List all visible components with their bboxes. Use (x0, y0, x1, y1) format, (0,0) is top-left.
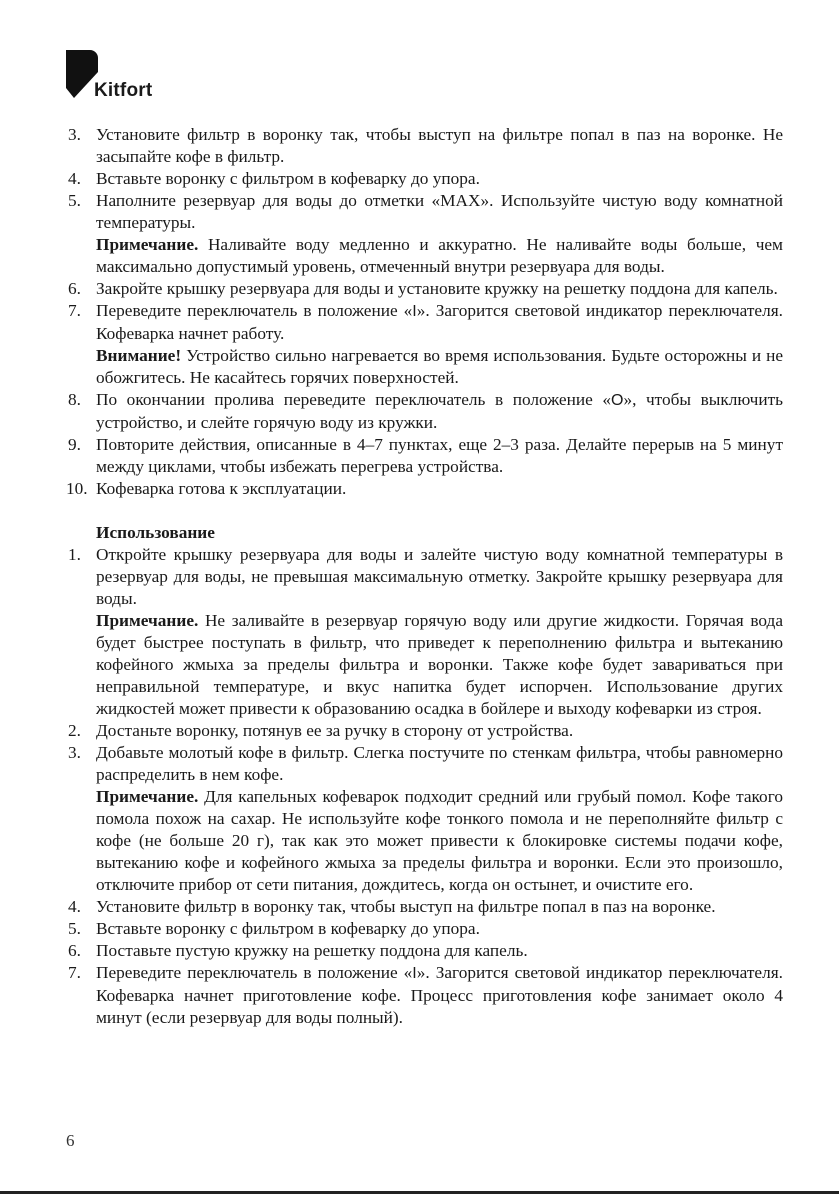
list-item (68, 278, 783, 300)
item-text: Установите фильтр в воронку так, чтобы выступ на фильтре попал в паз на воронке. (96, 897, 716, 916)
note-text: Не заливайте в резервуар горячую воду или другие жидкости. Горячая вода будет быстрее поступать в фильтр, что приведет к переполнению фильтра и вытеканию кофейного жмыха за пределы фильтра и воронки. Также кофе будет завариваться при неправильной температуре, и вкус напитка будет испорчен. Использование других жидкостей может привести к образованию осадка в бойлере и выходу кофеварки из строя. (96, 611, 783, 718)
item-text: Наполните резервуар для воды до отметки «MAX». Используйте чистую воду комнатной температуры. (96, 191, 783, 232)
note-label: Примечание. (96, 235, 199, 254)
item-text-start: По окончании пролива переведите переключатель в положение « (96, 390, 611, 409)
list-item (68, 720, 783, 742)
switch-symbol: I (412, 303, 417, 320)
item-text: Кофеварка готова к эксплуатации. (96, 479, 347, 498)
list-item (68, 478, 783, 500)
list-item (68, 742, 783, 786)
list-item (68, 962, 783, 1029)
list-item (68, 896, 783, 918)
item-number: 7. (68, 301, 81, 320)
brand-logo (66, 50, 186, 106)
item-number: 8. (68, 390, 81, 409)
item-text-start: Переведите переключатель в положение « (96, 963, 413, 982)
item-text: Повторите действия, описанные в 4–7 пунктах, еще 2–3 раза. Делайте перерыв на 5 минут между циклами, чтобы избежать перегрева устройства. (96, 435, 783, 476)
item-text-start: Переведите переключатель в положение « (96, 301, 413, 320)
item-number: 9. (68, 435, 81, 454)
note (68, 786, 783, 896)
item-number: 4. (68, 169, 81, 188)
item-number: 4. (68, 897, 81, 916)
list-item (68, 434, 783, 478)
item-text-end: », чтобы выключить устройство, и слейте горячую воду из кружки. (96, 390, 783, 432)
section-heading: Использование (96, 523, 215, 542)
item-text: Вставьте воронку с фильтром в кофеварку до упора. (96, 919, 480, 938)
instructions-content (68, 124, 783, 1029)
item-number: 7. (68, 963, 81, 982)
page-number: 6 (66, 1131, 75, 1150)
list-item (68, 389, 783, 434)
warning-label: Внимание! (96, 346, 182, 365)
item-number: 6. (68, 279, 81, 298)
note-label: Примечание. (96, 787, 199, 806)
list-item (68, 918, 783, 940)
list-item (68, 124, 783, 168)
list-item (68, 300, 783, 345)
item-number: 2. (68, 721, 81, 740)
item-text: Поставьте пустую кружку на решетку поддона для капель. (96, 941, 528, 960)
list-item (68, 940, 783, 962)
note-text: Наливайте воду медленно и аккуратно. Не наливайте воды больше, чем максимально допустимый уровень, отмеченный внутри резервуара для воды. (96, 235, 783, 276)
warning (68, 345, 783, 389)
item-number: 1. (68, 545, 81, 564)
bottom-divider (0, 1191, 839, 1194)
switch-symbol: I (412, 965, 417, 982)
item-number: 5. (68, 191, 81, 210)
item-text: Закройте крышку резервуара для воды и установите кружку на решетку поддона для капель. (96, 279, 778, 298)
note-label: Примечание. (96, 611, 199, 630)
brand-name: Kitfort (94, 80, 153, 101)
note (68, 234, 783, 278)
item-number: 6. (68, 941, 81, 960)
item-text: Добавьте молотый кофе в фильтр. Слегка постучите по стенкам фильтра, чтобы равномерно распределить в нем кофе. (96, 743, 783, 784)
item-text-end: ». Загорится световой индикатор переключателя. Кофеварка начнет приготовление кофе. Процесс приготовления кофе занимает около 4 минут (если резервуар для воды полный). (96, 963, 783, 1027)
item-text: Откройте крышку резервуара для воды и залейте чистую воду комнатной температуры в резервуар для воды, не превышая максимальную отметку. Закройте крышку резервуара для воды. (96, 545, 783, 608)
item-number: 3. (68, 743, 81, 762)
item-text: Вставьте воронку с фильтром в кофеварку до упора. (96, 169, 480, 188)
warning-text: Устройство сильно нагревается во время использования. Будьте осторожны и не обожгитесь. Не касайтесь горячих поверхностей. (96, 346, 783, 387)
switch-symbol: O (610, 392, 624, 409)
item-number: 3. (68, 125, 81, 144)
item-text-end: ». Загорится световой индикатор переключателя. Кофеварка начнет работу. (96, 301, 783, 343)
list-item (68, 190, 783, 234)
item-text: Установите фильтр в воронку так, чтобы выступ на фильтре попал в паз на воронке. Не засыпайте кофе в фильтр. (96, 125, 783, 166)
note (68, 610, 783, 720)
item-number: 5. (68, 919, 81, 938)
item-number: 10. (66, 479, 88, 498)
item-text: Достаньте воронку, потянув ее за ручку в сторону от устройства. (96, 721, 574, 740)
note-text: Для капельных кофеварок подходит средний или грубый помол. Кофе такого помола похож на сахар. Не используйте кофе тонкого помола и не переполняйте фильтр с кофе (не больше 20 г), так как это может привести к блокировке системы подачи кофе, вытеканию кофе и кофейного жмыха за пределы фильтра и воронки. Если это произошло, отключите прибор от сети питания, дождитесь, когда он остынет, и очистите его. (96, 787, 783, 894)
list-item (68, 168, 783, 190)
list-item (68, 544, 783, 610)
